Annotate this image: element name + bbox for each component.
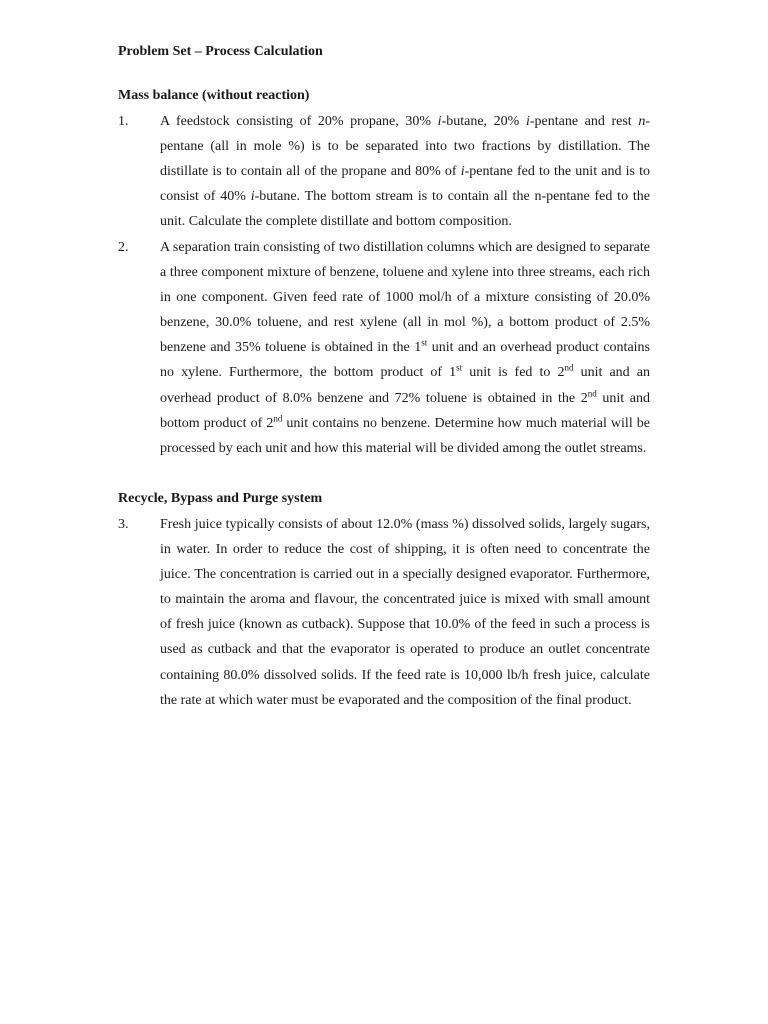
problem-item-2 [118,235,650,461]
problem-item-1 [118,109,650,234]
problem-number: 2. [118,240,129,255]
section-heading-mass-balance: Mass balance (without reaction) [118,88,310,103]
italic-text: i [437,114,442,129]
problem-text [160,109,650,234]
italic-text: i [525,114,530,129]
superscript: st [456,362,463,373]
text-run: -butane. The bottom stream is to contain all the n-pentane fed to the unit. Calculate the complete distillate and bottom composition. [160,189,651,230]
text-run: A separation train consisting of two distillation columns which are designed to separate a three component mixture of benzene, toluene and xylene into three streams, each rich in one component. Given feed rate of 1000 mol/h of a mixture consisting of 20.0% benzene, 30.0% toluene, and rest xylene (all in mol %), a bottom product of 2.5% benzene and 35% toluene is obtained in the 1 [160,240,650,356]
text-run: unit and an overhead product contains no xylene. Furthermore, the bottom product of 1 [160,340,650,381]
problem-number: 3. [118,517,129,532]
problem-text [160,235,650,461]
text-run: unit and bottom product of 2 [160,390,650,431]
problem-text [160,512,650,713]
text-run: -butane, 20% [441,114,526,129]
text-run: -pentane fed to the unit and is to consist of 40% [160,164,650,205]
page-title: Problem Set – Process Calculation [118,44,323,59]
text-run: Fresh juice typically consists of about 12.0% (mass %) dissolved solids, largely sugars, in water. In order to reduce the cost of shipping, it is often need to concentrate the juice. The concentration is carried out in a specially designed evaporator. Furthermore, to maintain the aroma and flavour, the concentrated juice is mixed with small amount of fresh juice (known as cutback). Suppose that 10.0% of the feed in such a process is used as cutback and that the evaporator is operated to produce an outlet concentrate containing 80.0% dissolved solids. If the feed rate is 10,000 lb/h fresh juice, calculate the rate at which water must be evaporated and the composition of the final product. [160,517,650,708]
superscript: nd [564,362,574,373]
superscript: nd [273,413,283,423]
italic-text: n [638,114,646,129]
text-run: -pentane and rest [529,114,639,129]
problem-number: 1. [118,114,129,129]
italic-text: i [460,164,465,180]
text-run: unit is fed to 2 [462,365,565,381]
text-run: -pentane (all in mole %) is to be separated into two fractions by distillation. The distillate is to contain all of the propane and 80% of [160,114,650,180]
superscript: nd [587,387,597,398]
problem-item-3 [118,512,650,713]
section-heading-recycle-bypass-purge: Recycle, Bypass and Purge system [118,491,323,506]
superscript: st [421,337,428,348]
text-run: unit contains no benzene. Determine how much material will be processed by each unit and how this material will be divided among the outlet streams. [160,415,650,456]
text-run: A feedstock consisting of 20% propane, 30% [160,114,438,129]
italic-text: i [250,189,255,205]
text-run: unit and an overhead product of 8.0% benzene and 72% toluene is obtained in the 2 [160,365,650,406]
